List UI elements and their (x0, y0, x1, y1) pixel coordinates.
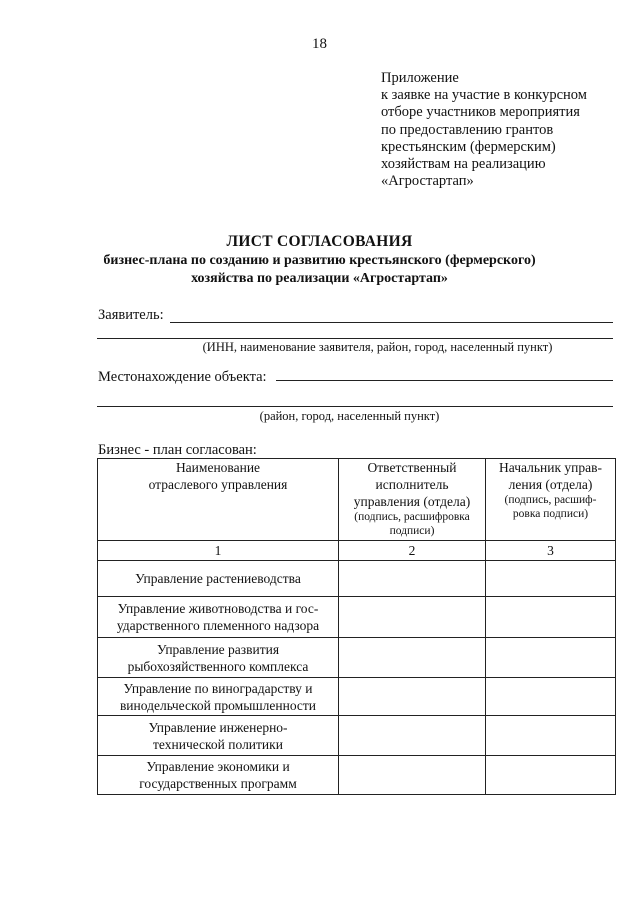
department-name-line: Управление растениеводства (135, 571, 301, 586)
head-signature-cell[interactable] (486, 716, 616, 756)
appendix-line: к заявке на участие в конкурсном (381, 87, 587, 104)
department-name-line: технической политики (153, 736, 283, 752)
executor-signature-cell[interactable] (339, 678, 486, 716)
department-name-line: Управление экономики и (146, 759, 290, 774)
appendix-line: по предоставлению грантов (381, 121, 554, 138)
department-name (98, 597, 339, 638)
header-subtext: ровка подписи) (512, 508, 589, 520)
header-executor (339, 459, 486, 541)
table-row (98, 561, 616, 597)
department-name-line: рыбохозяйственного комплекса (127, 658, 309, 674)
header-subtext: (подпись, расшиф- (504, 494, 597, 506)
header-text: Начальник управ- (499, 460, 602, 475)
header-text: управления (отдела) (353, 494, 471, 509)
department-name-line: Управление инженерно- (148, 719, 288, 735)
appendix-line: хозяйствам на реализацию (381, 156, 546, 173)
column-number: 2 (339, 541, 486, 561)
header-text: ления (отдела) (508, 477, 593, 492)
department-name (98, 638, 339, 678)
page-number: 18 (312, 36, 327, 52)
location-field-line-2[interactable] (97, 406, 613, 407)
department-name-line: государственных программ (139, 776, 297, 791)
head-signature-cell[interactable] (486, 597, 616, 638)
department-name-line: Управление развития (156, 641, 280, 657)
appendix-line: крестьянским (фермерским) (381, 138, 556, 155)
header-text: отраслевого управления (148, 477, 288, 492)
column-number: 3 (486, 541, 616, 561)
appendix-note (381, 70, 587, 190)
department-name (98, 561, 339, 597)
appendix-line: «Агростартап» (381, 173, 474, 190)
appendix-line: отборе участников мероприятия (381, 104, 580, 121)
department-name (98, 756, 339, 795)
header-text: Ответственный (367, 460, 457, 475)
head-signature-cell[interactable] (486, 678, 616, 716)
department-name-line: Управление животноводства и гос- (117, 601, 319, 616)
executor-signature-cell[interactable] (339, 756, 486, 795)
applicant-caption: (ИНН, наименование заявителя, район, город, населенный пункт) (202, 340, 553, 354)
applicant-label: Заявитель: (98, 307, 164, 323)
location-caption: (район, город, населенный пункт) (259, 409, 440, 423)
header-department (98, 459, 339, 541)
executor-signature-cell[interactable] (339, 597, 486, 638)
executor-signature-cell[interactable] (339, 638, 486, 678)
table-row (98, 597, 616, 638)
table-row (98, 638, 616, 678)
applicant-field-line[interactable] (170, 322, 613, 323)
table-row (98, 716, 616, 756)
document-subtitle-line: хозяйства по реализации «Агростартап» (191, 271, 448, 286)
appendix-line: Приложение (381, 70, 459, 86)
header-text: Наименование (175, 460, 261, 475)
department-name-line: ударственного племенного надзора (116, 618, 320, 633)
header-head (486, 459, 616, 541)
approved-label: Бизнес - план согласован: (98, 442, 257, 458)
table-row (98, 756, 616, 795)
applicant-field-line-2[interactable] (97, 338, 613, 339)
department-name-line: Управление по виноградарству и (123, 680, 313, 696)
document-subtitle-line: бизнес-плана по созданию и развитию крестьянского (фермерского) (103, 253, 536, 268)
executor-signature-cell[interactable] (339, 716, 486, 756)
location-label: Местонахождение объекта: (98, 369, 267, 385)
executor-signature-cell[interactable] (339, 561, 486, 597)
head-signature-cell[interactable] (486, 561, 616, 597)
header-subtext: подписи) (389, 525, 435, 537)
table-row (98, 678, 616, 716)
column-number: 1 (98, 541, 339, 561)
document-title: ЛИСТ СОГЛАСОВАНИЯ (226, 233, 413, 250)
column-number-row (98, 541, 616, 561)
location-field-line[interactable] (276, 380, 613, 381)
head-signature-cell[interactable] (486, 638, 616, 678)
approval-table (97, 458, 616, 795)
department-name (98, 678, 339, 716)
table-header-row (98, 459, 616, 541)
department-name-line: винодельческой промышленности (119, 697, 317, 713)
department-name (98, 716, 339, 756)
header-text: исполнитель (375, 477, 449, 492)
header-subtext: (подпись, расшифровка (354, 511, 470, 523)
head-signature-cell[interactable] (486, 756, 616, 795)
